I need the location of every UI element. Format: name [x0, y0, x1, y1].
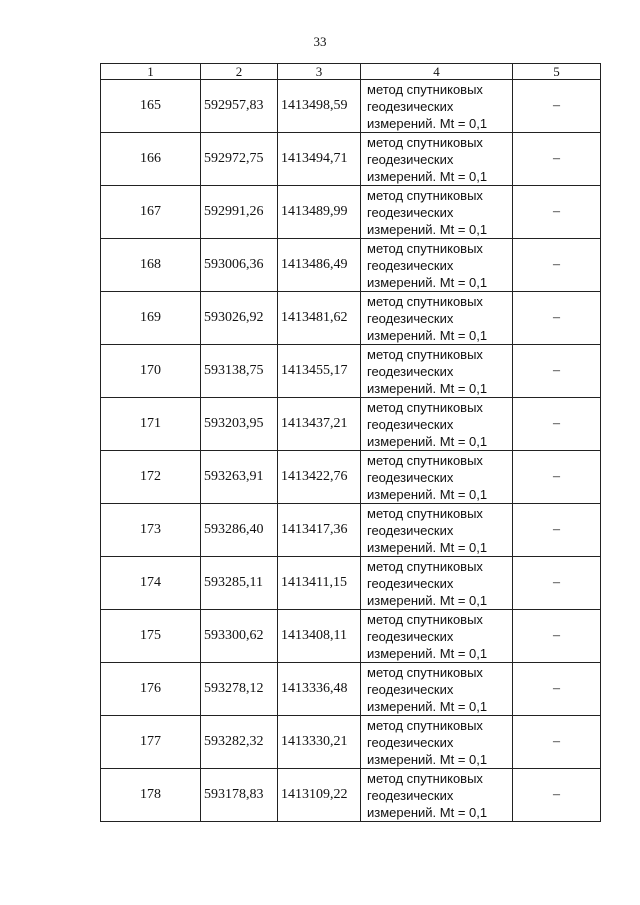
point-number: 168 [101, 239, 201, 292]
y-coordinate: 1413494,71 [278, 133, 361, 186]
method-line-1: метод спутниковых [367, 505, 483, 521]
x-coordinate: 592991,26 [201, 186, 278, 239]
method-line-1: метод спутниковых [367, 717, 483, 733]
x-coordinate: 593026,92 [201, 292, 278, 345]
method-cell [361, 398, 513, 451]
method-line-2: геодезических [367, 628, 454, 644]
y-coordinate: 1413498,59 [278, 80, 361, 133]
point-number: 170 [101, 345, 201, 398]
method-line-2: геодезических [367, 151, 454, 167]
method-line-1: метод спутниковых [367, 611, 483, 627]
y-coordinate: 1413422,76 [278, 451, 361, 504]
table-row [101, 292, 601, 345]
method-line-1: метод спутниковых [367, 399, 483, 415]
method-cell [361, 133, 513, 186]
method-line-3: измерений. Mt = 0,1 [367, 433, 488, 449]
note-cell: – [513, 716, 601, 769]
table-row [101, 398, 601, 451]
y-coordinate: 1413408,11 [278, 610, 361, 663]
method-line-3: измерений. Mt = 0,1 [367, 698, 488, 714]
table-row [101, 504, 601, 557]
method-line-2: геодезических [367, 416, 454, 432]
method-line-3: измерений. Mt = 0,1 [367, 592, 488, 608]
x-coordinate: 593278,12 [201, 663, 278, 716]
method-line-2: геодезических [367, 310, 454, 326]
x-coordinate: 593285,11 [201, 557, 278, 610]
point-number: 169 [101, 292, 201, 345]
point-number: 178 [101, 769, 201, 822]
method-cell [361, 504, 513, 557]
method-line-3: измерений. Mt = 0,1 [367, 168, 488, 184]
method-cell [361, 292, 513, 345]
note-cell: – [513, 133, 601, 186]
x-coordinate: 592972,75 [201, 133, 278, 186]
table-header [101, 64, 601, 80]
note-cell: – [513, 345, 601, 398]
method-line-2: геодезических [367, 98, 454, 114]
method-line-1: метод спутниковых [367, 81, 483, 97]
x-coordinate: 593282,32 [201, 716, 278, 769]
header-col-1: 1 [101, 64, 201, 80]
point-number: 177 [101, 716, 201, 769]
method-line-3: измерений. Mt = 0,1 [367, 751, 488, 767]
table-row [101, 186, 601, 239]
page-number: 33 [313, 34, 327, 49]
method-line-3: измерений. Mt = 0,1 [367, 380, 488, 396]
table-row [101, 663, 601, 716]
note-cell: – [513, 292, 601, 345]
method-line-2: геодезических [367, 681, 454, 697]
method-cell [361, 80, 513, 133]
method-cell [361, 610, 513, 663]
method-line-2: геодезических [367, 257, 454, 273]
x-coordinate: 592957,83 [201, 80, 278, 133]
coordinates-table [100, 63, 601, 822]
note-cell: – [513, 451, 601, 504]
method-cell [361, 769, 513, 822]
method-line-1: метод спутниковых [367, 187, 483, 203]
method-line-3: измерений. Mt = 0,1 [367, 327, 488, 343]
method-line-2: геодезических [367, 575, 454, 591]
method-line-2: геодезических [367, 734, 454, 750]
y-coordinate: 1413481,62 [278, 292, 361, 345]
header-col-3: 3 [278, 64, 361, 80]
method-cell [361, 186, 513, 239]
note-cell: – [513, 186, 601, 239]
method-line-1: метод спутниковых [367, 452, 483, 468]
point-number: 172 [101, 451, 201, 504]
method-line-3: измерений. Mt = 0,1 [367, 804, 488, 820]
y-coordinate: 1413330,21 [278, 716, 361, 769]
point-number: 176 [101, 663, 201, 716]
method-line-2: геодезических [367, 522, 454, 538]
header-col-5: 5 [513, 64, 601, 80]
y-coordinate: 1413417,36 [278, 504, 361, 557]
method-line-2: геодезических [367, 469, 454, 485]
table-row [101, 239, 601, 292]
y-coordinate: 1413336,48 [278, 663, 361, 716]
y-coordinate: 1413455,17 [278, 345, 361, 398]
header-col-2: 2 [201, 64, 278, 80]
note-cell: – [513, 663, 601, 716]
method-cell [361, 716, 513, 769]
note-cell: – [513, 398, 601, 451]
x-coordinate: 593203,95 [201, 398, 278, 451]
table-row [101, 557, 601, 610]
method-line-1: метод спутниковых [367, 134, 483, 150]
method-line-3: измерений. Mt = 0,1 [367, 645, 488, 661]
method-cell [361, 663, 513, 716]
point-number: 173 [101, 504, 201, 557]
note-cell: – [513, 557, 601, 610]
note-cell: – [513, 239, 601, 292]
method-line-3: измерений. Mt = 0,1 [367, 274, 488, 290]
method-line-2: геодезических [367, 204, 454, 220]
method-line-3: измерений. Mt = 0,1 [367, 115, 488, 131]
y-coordinate: 1413489,99 [278, 186, 361, 239]
method-line-1: метод спутниковых [367, 664, 483, 680]
x-coordinate: 593263,91 [201, 451, 278, 504]
method-line-3: измерений. Mt = 0,1 [367, 221, 488, 237]
method-line-1: метод спутниковых [367, 293, 483, 309]
y-coordinate: 1413109,22 [278, 769, 361, 822]
table-row [101, 610, 601, 663]
table-row [101, 769, 601, 822]
method-line-1: метод спутниковых [367, 346, 483, 362]
y-coordinate: 1413411,15 [278, 557, 361, 610]
note-cell: – [513, 610, 601, 663]
method-cell [361, 451, 513, 504]
method-line-3: измерений. Mt = 0,1 [367, 539, 488, 555]
header-row [101, 64, 601, 80]
header-col-4: 4 [361, 64, 513, 80]
method-cell [361, 345, 513, 398]
note-cell: – [513, 80, 601, 133]
method-cell [361, 239, 513, 292]
table-row [101, 80, 601, 133]
table-row [101, 451, 601, 504]
x-coordinate: 593138,75 [201, 345, 278, 398]
table-row [101, 345, 601, 398]
method-line-2: геодезических [367, 363, 454, 379]
x-coordinate: 593286,40 [201, 504, 278, 557]
y-coordinate: 1413437,21 [278, 398, 361, 451]
x-coordinate: 593178,83 [201, 769, 278, 822]
x-coordinate: 593006,36 [201, 239, 278, 292]
point-number: 165 [101, 80, 201, 133]
table-body [101, 80, 601, 822]
note-cell: – [513, 769, 601, 822]
method-line-1: метод спутниковых [367, 240, 483, 256]
point-number: 167 [101, 186, 201, 239]
method-line-1: метод спутниковых [367, 558, 483, 574]
table-row [101, 716, 601, 769]
point-number: 175 [101, 610, 201, 663]
point-number: 174 [101, 557, 201, 610]
point-number: 171 [101, 398, 201, 451]
method-line-3: измерений. Mt = 0,1 [367, 486, 488, 502]
y-coordinate: 1413486,49 [278, 239, 361, 292]
note-cell: – [513, 504, 601, 557]
x-coordinate: 593300,62 [201, 610, 278, 663]
method-line-1: метод спутниковых [367, 770, 483, 786]
point-number: 166 [101, 133, 201, 186]
method-line-2: геодезических [367, 787, 454, 803]
method-cell [361, 557, 513, 610]
table-row [101, 133, 601, 186]
